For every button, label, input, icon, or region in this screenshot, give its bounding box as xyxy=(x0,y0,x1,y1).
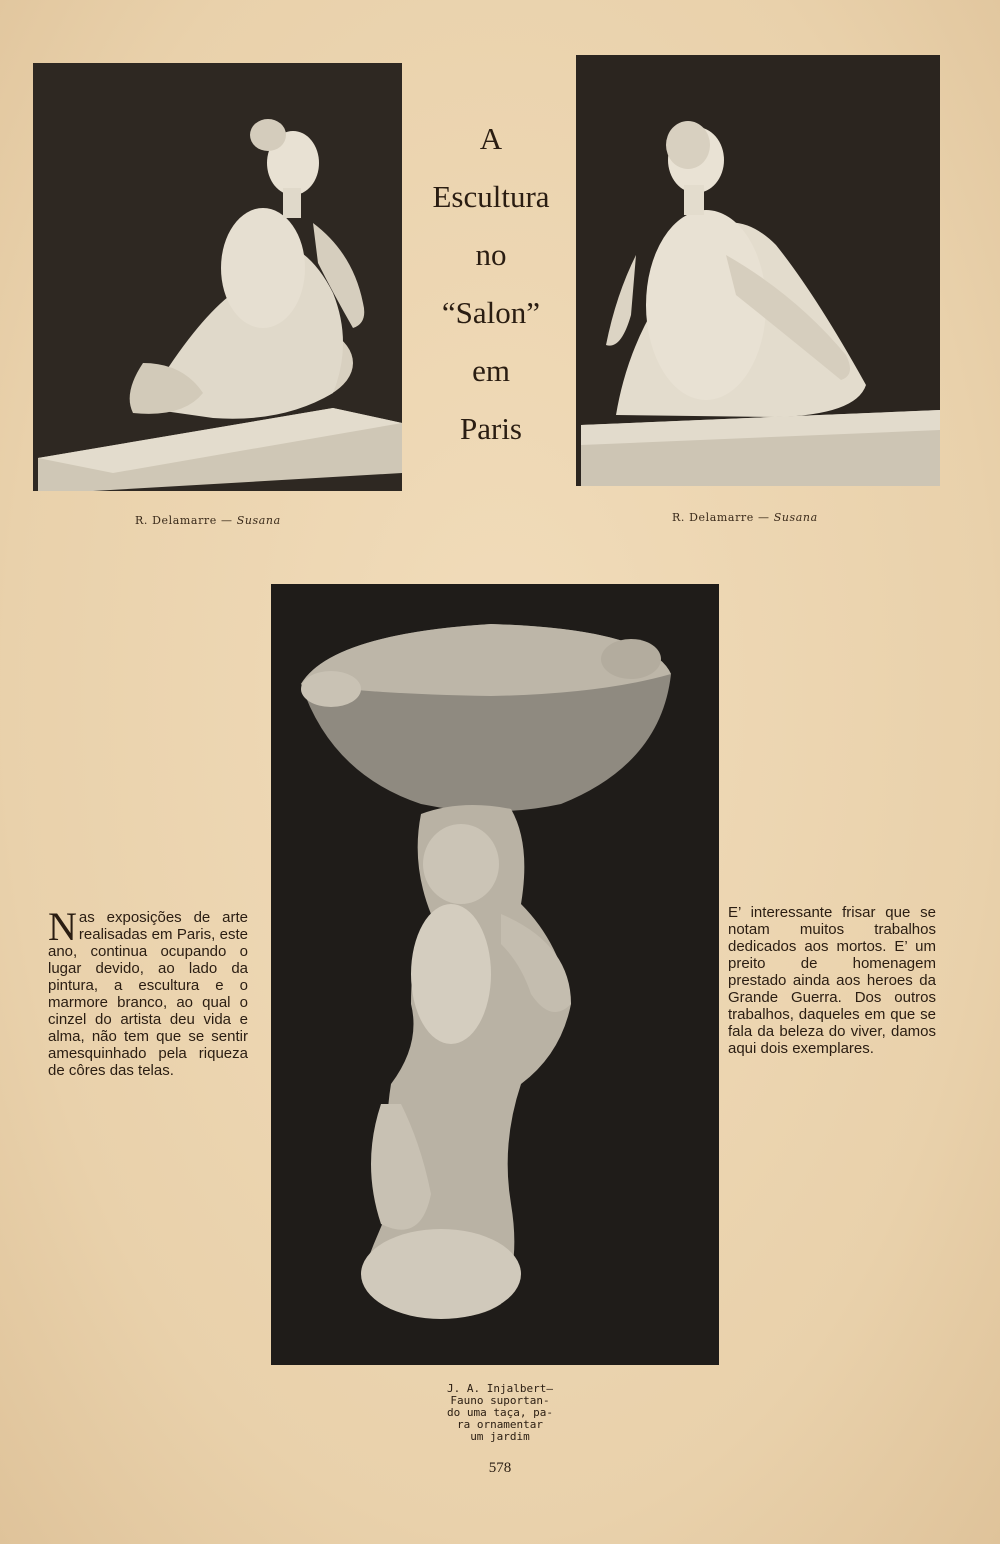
statue-front-image xyxy=(33,63,402,491)
statue-back-image xyxy=(576,55,940,486)
caption-work: Susana xyxy=(236,514,281,527)
title-line: Escultura xyxy=(432,179,550,214)
title-line: A xyxy=(479,121,503,156)
caption-author: R. Delamarre — xyxy=(672,511,774,524)
title-line: “Salon” xyxy=(441,295,541,330)
caption-line: do uma taça, pa- xyxy=(447,1406,553,1419)
article-title xyxy=(410,110,572,458)
title-line: em xyxy=(472,353,510,388)
paragraph-right: E’ interessante frisar que se notam muitos trabalhos dedicados aos mortos. E’ um preito de homenagem prestado ainda aos heroes da Grande Guerra. Dos outros trabalhos, daqueles em que se fala da beleza do viver, damos aqui dois exemplares. xyxy=(728,904,936,1057)
article-text-left xyxy=(48,904,248,1079)
caption-author: R. Delamarre — xyxy=(135,514,237,527)
caption-left xyxy=(135,514,281,527)
page-number: 578 xyxy=(488,1460,512,1476)
caption-line: Fauno suportan- xyxy=(450,1394,550,1407)
photo-susana-back xyxy=(576,55,940,486)
drop-cap: N xyxy=(48,904,77,949)
caption-work: Susana xyxy=(773,511,818,524)
paragraph-left: as exposições de arte realisadas em Paris, este ano, continua ocupando o lugar devido, ao lado da pintura, a escultura e o marmore branco, ao qual o cinzel do artista deu vida e alma, não tem que se sentir amesquinhado pela riqueza de côres das telas. xyxy=(48,909,248,1079)
photo-fauno xyxy=(271,584,719,1365)
fauno-statue-image xyxy=(271,584,719,1365)
article-text-right xyxy=(728,904,936,1057)
caption-line: J. A. Injalbert— xyxy=(447,1382,553,1395)
title-line: no xyxy=(475,237,507,272)
caption-fauno xyxy=(420,1383,580,1443)
caption-right xyxy=(672,511,818,524)
caption-line: ra ornamentar xyxy=(456,1418,544,1431)
caption-line: um jardim xyxy=(470,1430,530,1443)
photo-susana-front xyxy=(33,63,402,491)
title-line: Paris xyxy=(460,411,522,446)
